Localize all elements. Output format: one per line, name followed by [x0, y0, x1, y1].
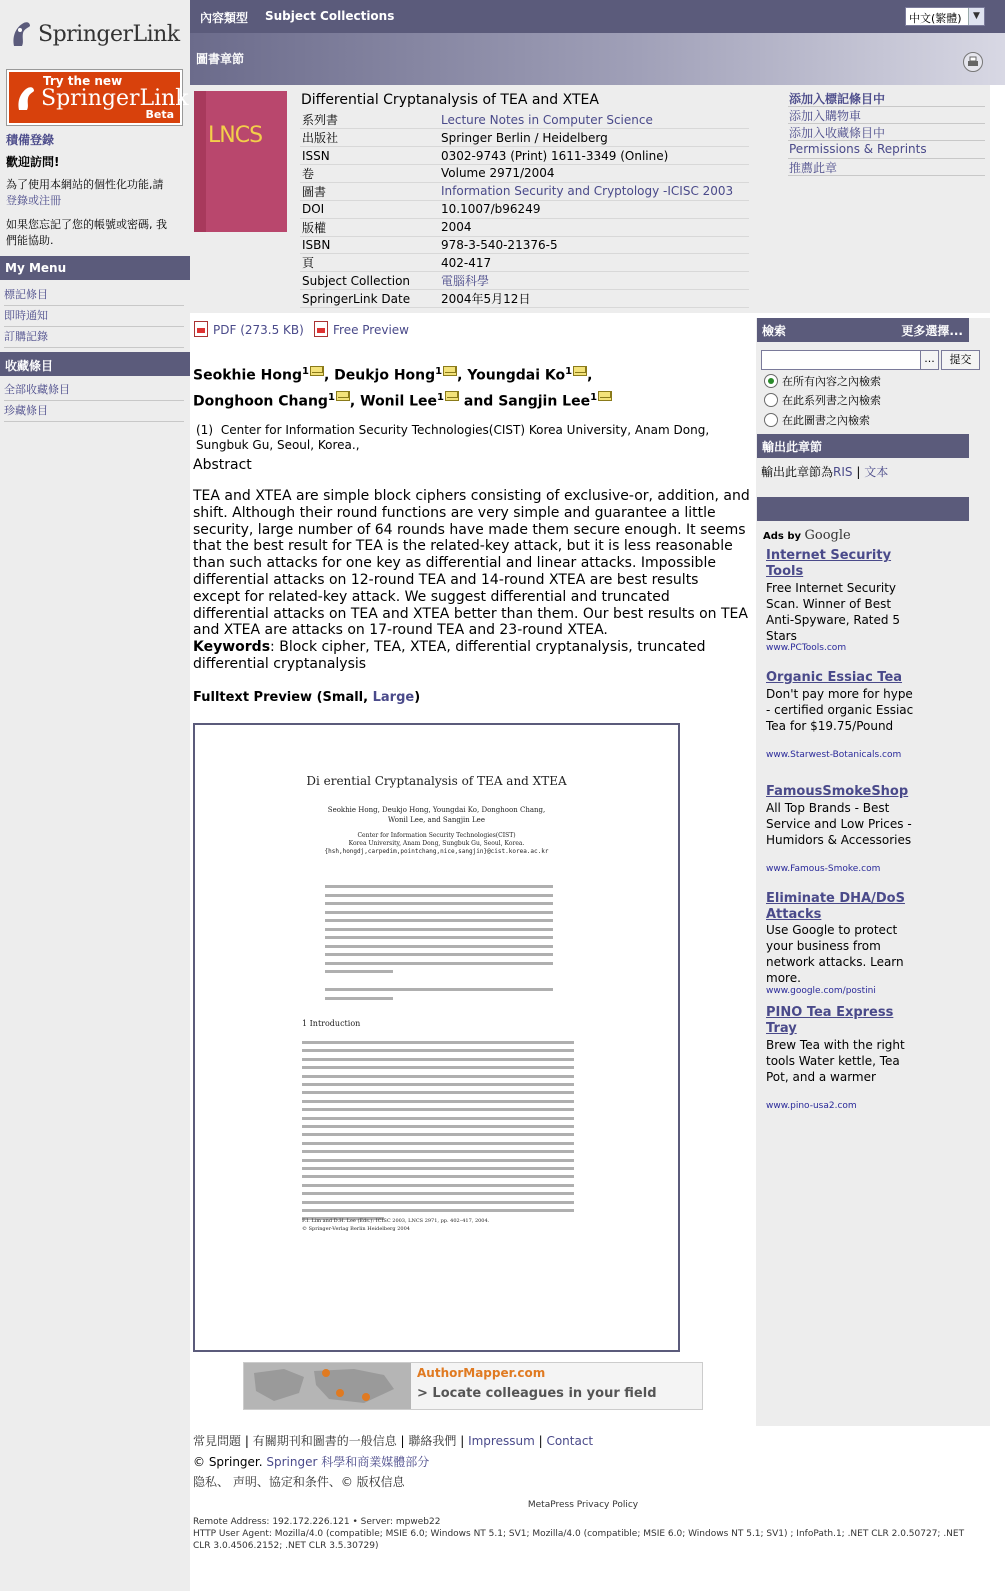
footer-sep: |: [534, 1434, 547, 1448]
export-options: [761, 463, 888, 480]
favorites-item-all[interactable]: 全部收藏條目: [4, 381, 184, 401]
radio-label: 在所有內容之內檢索: [782, 375, 881, 388]
affiliation-text: Center for Information Security Technologies(CIST) Korea University, Anam Dong, Sungbuk Gu, Seoul, Korea.,: [196, 423, 710, 452]
fulltext-preview-heading: [193, 690, 420, 705]
mymenu-item-orders[interactable]: 訂購記錄: [4, 328, 184, 348]
metadata-key: 圖書: [300, 182, 439, 200]
nav-content-type[interactable]: 內容類型: [200, 11, 249, 25]
preview-text-line: [302, 1108, 574, 1111]
preview-text-line: [325, 885, 553, 888]
pdf-link-label: PDF (273.5 KB): [213, 323, 304, 337]
search-header-label: 檢索: [762, 324, 787, 338]
metadata-value: 2004: [439, 218, 749, 236]
try-beta-banner[interactable]: [7, 70, 189, 125]
section-band: [190, 33, 1005, 85]
ads-by-label: Ads by: [763, 531, 802, 542]
cover-lncs-text: LNCS: [208, 123, 263, 148]
authormapper-title: AuthorMapper.com: [417, 1366, 546, 1380]
language-select[interactable]: [905, 7, 985, 26]
preview-text-line: [302, 1142, 574, 1145]
export-header: 輸出此章節: [757, 434, 969, 458]
author-sup: 1: [301, 366, 309, 377]
ads-by-google[interactable]: [763, 528, 851, 543]
add-to-marked-link[interactable]: 添加入標記條目中: [788, 90, 985, 107]
footer-copyright: [193, 1453, 429, 1470]
preview-text-line: [302, 1192, 574, 1195]
email-icon[interactable]: [573, 366, 587, 376]
preview-text-line: [325, 970, 393, 973]
search-submit-button[interactable]: 提交: [941, 350, 980, 370]
radio-search-series[interactable]: [764, 393, 778, 407]
forgot-text: 如果您忘記了您的帳號或密碼, 我: [6, 218, 167, 231]
metadata-key: DOI: [300, 200, 439, 218]
footer-privacy[interactable]: 隐私、 声明、協定和条件、© 版权信息: [193, 1475, 405, 1489]
email-icon[interactable]: [443, 366, 457, 376]
search-input[interactable]: [761, 350, 921, 370]
more-options-link[interactable]: 更多選擇...: [901, 324, 963, 338]
add-to-favorites-link[interactable]: 添加入收藏條目中: [788, 124, 985, 141]
preview-text-line: [302, 1075, 574, 1078]
keywords-text: : Block cipher, TEA, XTEA, differential cryptanalysis, truncated differential cryptanalysis: [193, 639, 706, 672]
export-prefix: 輸出此章節為: [761, 465, 834, 479]
preview-footer-1: F.I. Lim and D.H. Lee (Eds.): ICISC 2003, LNCS 2971, pp. 402–417, 2004.: [302, 1218, 490, 1224]
ad-title[interactable]: Eliminate DHA/DoS Attacks: [766, 891, 905, 922]
abstract-text: TEA and XTEA are simple block ciphers consisting of exclusive-or, addition, and shift. Although their round functions are very simple and guarantee a little security, large number of 64 rounds have made them secure enough. It seems that the best result for TEA is the related-key attack, but it is less reasonable than such attacks for one key as differential and linear attacks. Impossible differential attacks on 12-round TEA and 14-round XTEA are best results except for related-key attack. We suggest differential and truncated differential attacks on TEA and XTEA better than them. Our best results on TEA and XTEA are attacks on 17-round TEA and 23-round XTEA.: [193, 488, 750, 639]
affiliation: [196, 423, 746, 453]
login-link[interactable]: 積備登錄: [6, 133, 55, 147]
book-metadata-table: [300, 111, 749, 308]
author-sup: 1: [327, 391, 335, 403]
author-name[interactable]: Youngdai Ko: [467, 367, 566, 384]
preview-text-line: [325, 919, 553, 922]
preview-text-line: [302, 1150, 574, 1153]
footer-impressum-link[interactable]: Impressum: [468, 1434, 535, 1448]
author-name[interactable]: Wonil Lee: [360, 393, 438, 410]
metadata-key: 系列書: [300, 111, 439, 129]
author-sup: 1: [565, 366, 573, 377]
preview-text-line: [302, 1058, 574, 1061]
preview-authors-2: Wonil Lee, and Sangjin Lee: [388, 816, 485, 824]
metadata-key: SpringerLink Date: [300, 290, 439, 308]
preview-text-line: [325, 936, 553, 939]
ad-body: Free Internet Security Scan. Winner of Best Anti-Spyware, Rated 5 Stars: [766, 581, 900, 643]
footer-contact-us-link[interactable]: 聯絡我們: [408, 1434, 457, 1448]
metadata-value: 2004年5月12日: [439, 290, 749, 308]
mymenu-item-marked[interactable]: 標記條目: [4, 286, 184, 306]
preview-text-line: [302, 1133, 574, 1136]
preview-authors-1: Seokhie Hong, Deukjo Hong, Youngdai Ko, Donghoon Chang,: [327, 806, 546, 814]
pdf-icon: [194, 321, 208, 337]
footer-sep: |: [396, 1434, 409, 1448]
metadata-key: 版權: [300, 218, 439, 236]
metadata-value: 0302-9743 (Print) 1611-3349 (Online): [439, 147, 749, 165]
permissions-link[interactable]: Permissions & Reprints: [788, 142, 985, 159]
footer-sep: |: [241, 1434, 253, 1448]
metadata-row: [300, 182, 749, 200]
author-and: and: [463, 393, 494, 410]
preview-small-option: Small: [322, 690, 364, 705]
chevron-down-icon: ▼: [968, 8, 984, 25]
affiliation-number: (1): [196, 423, 213, 437]
email-icon[interactable]: [445, 391, 459, 401]
chapter-title: Differential Cryptanalysis of TEA and XTEA: [301, 92, 599, 108]
author-sup: 1: [437, 391, 445, 403]
beta-line1: Try the new: [43, 74, 123, 88]
preview-text-line: [302, 1066, 574, 1069]
email-icon[interactable]: [336, 391, 350, 401]
keywords-label: Keywords: [193, 639, 271, 655]
preview-text-line: [302, 1159, 574, 1162]
preview-text-line: [325, 953, 553, 956]
radio-search-all[interactable]: [764, 374, 778, 388]
preview-text-line: [302, 1041, 574, 1044]
metadata-value: 978-3-540-21376-5: [439, 236, 749, 254]
print-icon[interactable]: [963, 52, 983, 72]
remote-address: Remote Address: 192.172.226.121 • Server: mpweb22: [193, 1517, 441, 1527]
springer-horse-icon: [14, 84, 38, 112]
logo-text: SpringerLink: [38, 22, 180, 47]
author-sup: 1: [435, 366, 443, 377]
nav-subject-collections[interactable]: Subject Collections: [265, 9, 395, 23]
radio-label: 在此圖書之內檢索: [782, 414, 870, 427]
preview-text-line: [325, 997, 393, 1000]
abstract-heading: Abstract: [193, 457, 252, 473]
metadata-row: [300, 200, 749, 218]
email-icon[interactable]: [310, 366, 324, 376]
copyright-prefix: © Springer.: [193, 1455, 263, 1469]
register-link[interactable]: 登錄或注冊: [6, 194, 61, 207]
radio-label: 在此系列書之內檢索: [782, 394, 881, 407]
metadata-key: Subject Collection: [300, 272, 439, 290]
metadata-row: [300, 164, 749, 182]
forgot-help-link[interactable]: 們能協助.: [6, 234, 54, 247]
preview-text-line: [302, 1201, 574, 1204]
beta-line2: SpringerLink: [41, 86, 189, 111]
top-nav-bar: [190, 0, 1005, 33]
preview-text-line: [325, 962, 553, 965]
free-preview-link[interactable]: [314, 321, 409, 337]
metadata-value: 10.1007/b96249: [439, 200, 749, 218]
fulltext-label: Fulltext Preview (: [193, 690, 323, 705]
author-name[interactable]: Seokhie Hong: [193, 367, 302, 384]
export-text-link[interactable]: 文本: [864, 465, 889, 479]
pdf-download-link[interactable]: [194, 321, 304, 337]
footer-sep: |: [456, 1434, 469, 1448]
language-value: 中文(繁體): [909, 12, 962, 25]
preview-affil-3: {hsh,hongdj,carpedim,pointchang,nice,sangjin}@cist.korea.ac.kr: [324, 848, 549, 855]
add-to-cart-link[interactable]: 添加入購物車: [788, 107, 985, 124]
ad-body: Brew Tea with the right tools Water kettle, Tea Pot, and a warmer: [766, 1038, 905, 1084]
fulltext-preview-page[interactable]: [193, 723, 680, 1352]
keywords: [193, 639, 750, 673]
free-preview-label: Free Preview: [333, 323, 409, 337]
ad-url[interactable]: www.pino-usa2.com: [766, 1101, 857, 1111]
ad-title[interactable]: Organic Essiac Tea: [766, 670, 903, 685]
footer-faq-link[interactable]: 常見問題: [193, 1434, 242, 1448]
author-name[interactable]: Sangjin Lee: [498, 393, 591, 410]
favorites-header: 收藏條目: [0, 352, 190, 376]
preview-text-line: [302, 1083, 574, 1086]
personalize-text: 為了使用本網站的個性化功能,請: [6, 178, 164, 191]
metadata-value[interactable]: Information Security and Cryptology -ICISC 2003: [439, 182, 749, 200]
mymenu-item-alerts[interactable]: 即時通知: [4, 307, 184, 327]
ad-url[interactable]: www.Starwest-Botanicals.com: [766, 750, 902, 760]
metadata-key: ISSN: [300, 147, 439, 165]
metadata-row: [300, 236, 749, 254]
ads-header-bar: [757, 497, 969, 521]
search-header: [757, 318, 969, 342]
email-icon[interactable]: [598, 391, 612, 401]
ad-body: Don't pay more for hype - certified organic Essiac Tea for $19.75/Pound: [766, 687, 914, 733]
radio-search-book[interactable]: [764, 413, 778, 427]
metadata-row: [300, 129, 749, 147]
ad-url[interactable]: www.Famous-Smoke.com: [766, 864, 881, 874]
author-list: Seokhie Hong$^1$ , Deukjo Hong$^1$ , Youngdai Ko$^1$ , Donghoon Chang$^1$ , Wonil Lee$^1$ and Sangjin Lee$^1$: [193, 361, 753, 412]
springerlink-logo[interactable]: [8, 16, 183, 52]
fulltext-end: ): [414, 690, 421, 705]
preview-text-line: [302, 1167, 574, 1170]
springer-horse-icon: [8, 18, 34, 48]
preview-text-line: [302, 1175, 574, 1178]
ad-body: All Top Brands - Best Service and Low Prices - Humidors & Accessories: [766, 801, 912, 847]
metadata-row: [300, 111, 749, 129]
ad-title[interactable]: FamousSmokeShop: [766, 784, 909, 799]
preview-large-link[interactable]: Large: [372, 690, 415, 705]
ad-title[interactable]: Internet Security Tools: [766, 548, 892, 579]
metadata-key: 卷: [300, 164, 439, 182]
springer-sbm-link[interactable]: Springer 科學和商業媒體部分: [262, 1455, 430, 1469]
preview-affil-2: Korea University, Anam Dong, Sungbuk Gu, Seoul, Korea.: [348, 840, 525, 847]
author-name[interactable]: Donghoon Chang: [193, 393, 328, 410]
metadata-value[interactable]: Lecture Notes in Computer Science: [439, 111, 749, 129]
export-sep: |: [852, 465, 865, 479]
user-agent: HTTP User Agent: Mozilla/4.0 (compatible; MSIE 6.0; Windows NT 5.1; SV1; Mozilla/4.0 (compatible; MSIE 6.0; Windows NT 5.1; SV1) ; InfoPath.1; .NET CLR 2.0.50727; .NET CLR 3.0.4506.2152; .NET CLR 3.5.30729): [193, 1529, 965, 1551]
metadata-row: [300, 147, 749, 165]
preview-text-line: [302, 1100, 574, 1103]
ad-title[interactable]: PINO Tea Express Tray: [766, 1005, 894, 1036]
preview-text-line: [302, 1117, 574, 1120]
export-ris-link[interactable]: RIS: [833, 465, 853, 479]
welcome-text: 歡迎訪問!: [6, 155, 60, 169]
metadata-key: 頁: [300, 254, 439, 272]
preview-text-line: [302, 1091, 574, 1094]
metadata-value: 402-417: [439, 254, 749, 272]
preview-text-line: [325, 902, 553, 905]
metadata-value: Springer Berlin / Heidelberg: [439, 129, 749, 147]
metapress-privacy-link[interactable]: MetaPress Privacy Policy: [527, 1500, 639, 1510]
metadata-row: [300, 254, 749, 272]
footer-links: [193, 1432, 593, 1449]
preview-text-line: [325, 928, 553, 931]
footer-contact-link[interactable]: Contact: [546, 1434, 594, 1448]
preview-affil-1: Center for Information Security Technologies(CIST): [357, 832, 516, 839]
preview-text-line: [302, 1209, 574, 1212]
metadata-row: [300, 218, 749, 236]
author-name[interactable]: Deukjo Hong: [334, 367, 436, 384]
favorites-item-starred[interactable]: 珍藏條目: [4, 402, 184, 422]
metadata-value: Volume 2971/2004: [439, 164, 749, 182]
ad-url[interactable]: www.google.com/postini: [766, 986, 876, 996]
ad-body: Use Google to protect your business from network attacks. Learn more.: [766, 923, 904, 985]
preview-text-line: [325, 988, 553, 991]
authormapper-tagline: > Locate colleagues in your field: [417, 1386, 657, 1401]
preview-text-line: [302, 1049, 574, 1052]
ad-url[interactable]: www.PCTools.com: [766, 643, 847, 653]
preview-footer-2: © Springer-Verlag Berlin Heidelberg 2004: [302, 1226, 410, 1232]
preview-title: Di erential Cryptanalysis of TEA and XTEA: [306, 774, 567, 788]
google-logo: Google: [804, 528, 851, 543]
fulltext-sep: ,: [363, 690, 373, 705]
pdf-icon: [314, 321, 328, 337]
metadata-row: [300, 272, 749, 290]
beta-line3: Beta: [145, 108, 174, 121]
preview-intro-heading: 1 Introduction: [302, 1019, 361, 1028]
preview-text-line: [325, 894, 553, 897]
preview-text-line: [302, 1184, 574, 1187]
metadata-row: [300, 290, 749, 308]
preview-text-line: [325, 911, 553, 914]
preview-text-line: [302, 1125, 574, 1128]
book-cover-image: [194, 91, 287, 232]
section-title: 圖書章節: [196, 52, 245, 66]
preview-text-line: [325, 945, 553, 948]
book-actions: [788, 90, 985, 176]
recommend-link[interactable]: 推薦此章: [788, 159, 985, 176]
metadata-key: 出版社: [300, 129, 439, 147]
author-sup: 1: [590, 391, 598, 403]
mymenu-header: My Menu: [0, 256, 190, 280]
metadata-key: ISBN: [300, 236, 439, 254]
footer-info-link[interactable]: 有關期刊和圖書的一般信息: [252, 1434, 397, 1448]
search-browse-button[interactable]: ...: [920, 350, 939, 370]
world-map-image: [244, 1363, 411, 1409]
authormapper-banner[interactable]: [243, 1362, 703, 1410]
metadata-value[interactable]: 電腦科學: [439, 272, 749, 290]
